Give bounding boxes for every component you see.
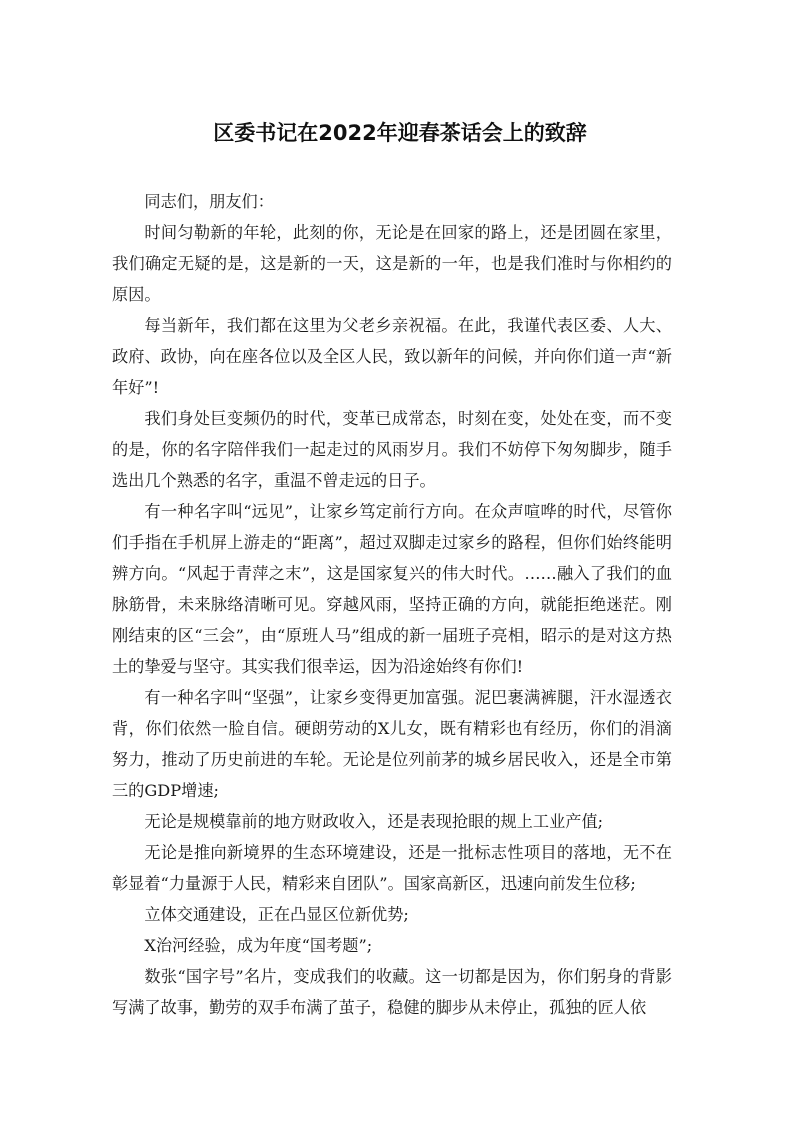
paragraph-strength: 有一种名字叫“坚强”，让家乡变得更加富强。泥巴裹满裤腿，汗水湿透衣背，你们依然一脸自信。硬朗劳动的X儿女，既有精彩也有经历，你们的涓滴努力，推动了历史前进的车轮。无论是位列前茅的城乡居民收入，还是全市第三的GDP增速; <box>112 688 672 800</box>
document-body <box>112 186 672 1023</box>
paragraph-river-governance: X治河经验，成为年度“国考题”; <box>144 936 373 955</box>
document-title: 区委书记在2022年迎春茶话会上的致辞 <box>213 121 587 145</box>
paragraph-transport: 立体交通建设，正在凸显区位新优势; <box>144 905 409 924</box>
paragraph-new-year-ring: 时间匀勒新的年轮，此刻的你，无论是在回家的路上，还是团圆在家里，我们确定无疑的是，这是新的一天，这是新的一年，也是我们准时与你相约的原因。 <box>112 223 672 304</box>
paragraph-changing-times: 我们身处巨变频仍的时代，变革已成常态，时刻在变，处处在变，而不变的是，你的名字陪伴我们一起走过的风雨岁月。我们不妨停下匆匆脚步，随手选出几个熟悉的名字，重温不曾走远的日子。 <box>112 409 672 490</box>
paragraph-new-year-greeting: 每当新年，我们都在这里为父老乡亲祝福。在此，我谨代表区委、人大、政府、政协，向在座各位以及全区人民，致以新年的问候，并向你们道一声“新年好”! <box>112 316 672 397</box>
paragraph-fiscal-revenue: 无论是规模靠前的地方财政收入，还是表现抢眼的规上工业产值; <box>144 812 604 831</box>
paragraph-greeting: 同志们，朋友们： <box>144 192 274 211</box>
paragraph-vision: 有一种名字叫“远见”，让家乡笃定前行方向。在众声喧哗的时代，尽管你们手指在手机屏上游走的“距离”，超过双脚走过家乡的路程，但你们始终能明辨方向。“风起于青萍之末”，这是国家复兴的伟大时代。……融入了我们的血脉筋骨，未来脉络清晰可见。穿越风雨，坚持正确的方向，就能拒绝迷茫。刚刚结束的区“三会”，由“原班人马”组成的新一届班子亮相，昭示的是对这方热土的挚爱与坚守。其实我们很幸运，因为沿途始终有你们! <box>112 502 672 676</box>
paragraph-national-cards: 数张“国字号”名片，变成我们的收藏。这一切都是因为，你们躬身的背影写满了故事，勤劳的双手布满了茧子，稳健的脚步从未停止，孤独的匠人依 <box>112 967 672 1017</box>
paragraph-ecology: 无论是推向新境界的生态环境建设，还是一批标志性项目的落地，无不在彰显着“力量源于人民，精彩来自团队”。国家高新区，迅速向前发生位移; <box>112 843 672 893</box>
